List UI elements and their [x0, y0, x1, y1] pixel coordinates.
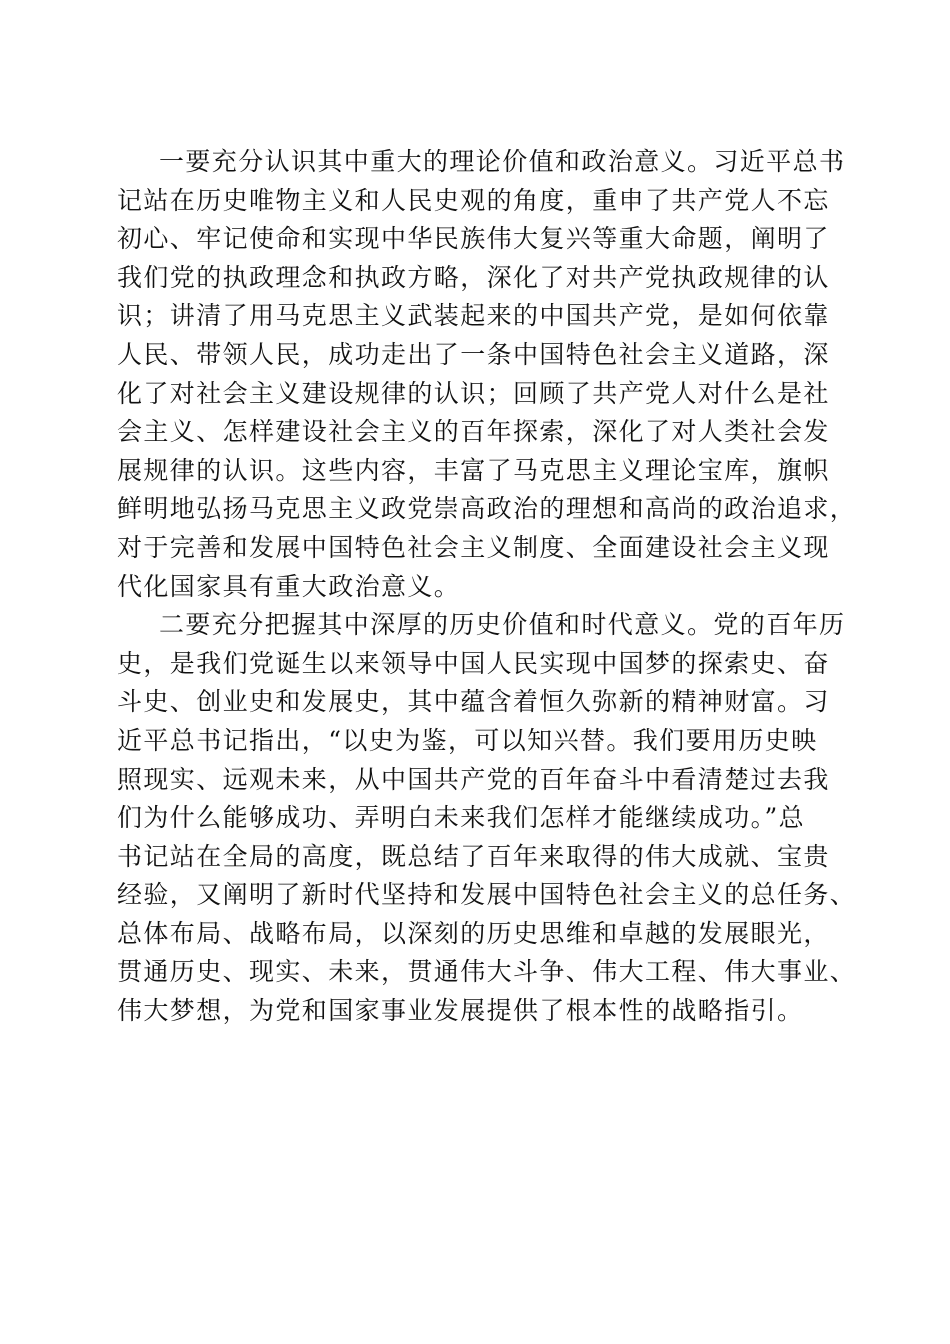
text-line: 人民、带领人民，成功走出了一条中国特色社会主义道路，深: [117, 339, 830, 369]
text-line: 二要充分把握其中深厚的历史价值和时代意义。党的百年历: [159, 610, 846, 640]
text-line: 化了对社会主义建设规律的认识；回顾了共产党人对什么是社: [117, 378, 830, 408]
text-line: 史，是我们党诞生以来领导中国人民实现中国梦的探索史、奋: [117, 648, 830, 678]
text-line: 初心、牢记使命和实现中华民族伟大复兴等重大命题，阐明了: [117, 224, 830, 254]
text-line: 识；讲清了用马克思主义武装起来的中国共产党，是如何依靠: [117, 301, 830, 331]
text-line: 贯通历史、现实、未来，贯通伟大斗争、伟大工程、伟大事业、: [117, 957, 857, 987]
text-line: 一要充分认识其中重大的理论价值和政治意义。习近平总书: [159, 147, 846, 176]
text-line: 总体布局、战略布局，以深刻的历史思维和卓越的发展眼光，: [117, 918, 830, 948]
text-line: 照现实、远观未来，从中国共产党的百年奋斗中看清楚过去我: [117, 764, 830, 794]
text-line: 我们党的执政理念和执政方略，深化了对共产党执政规律的认: [117, 262, 830, 292]
text-line: 伟大梦想，为党和国家事业发展提供了根本性的战略指引。: [117, 996, 804, 1026]
text-line: 展规律的认识。这些内容，丰富了马克思主义理论宝库，旗帜: [117, 455, 830, 485]
text-line: 经验，又阐明了新时代坚持和发展中国特色社会主义的总任务、: [117, 880, 857, 910]
text-line: 鲜明地弘扬马克思主义政党崇高政治的理想和高尚的政治追求，: [117, 494, 857, 524]
text-line: 书记站在全局的高度，既总结了百年来取得的伟大成就、宝贵: [117, 841, 830, 871]
text-line: 们为什么能够成功、弄明白未来我们怎样才能继续成功。”总: [117, 803, 806, 833]
document-body: [117, 143, 857, 1031]
text-line: 近平总书记指出，“以史为鉴，可以知兴替。我们要用历史映: [117, 725, 818, 755]
paragraph-historical-value: [117, 606, 857, 1031]
text-line: 斗史、创业史和发展史，其中蕴含着恒久弥新的精神财富。习: [117, 687, 830, 717]
text-line: 对于完善和发展中国特色社会主义制度、全面建设社会主义现: [117, 532, 830, 562]
text-line: 会主义、怎样建设社会主义的百年探索，深化了对人类社会发: [117, 417, 830, 447]
paragraph-theoretical-value: [117, 143, 857, 606]
text-line: 代化国家具有重大政治意义。: [117, 571, 461, 601]
text-line: 记站在历史唯物主义和人民史观的角度，重申了共产党人不忘: [117, 185, 830, 215]
